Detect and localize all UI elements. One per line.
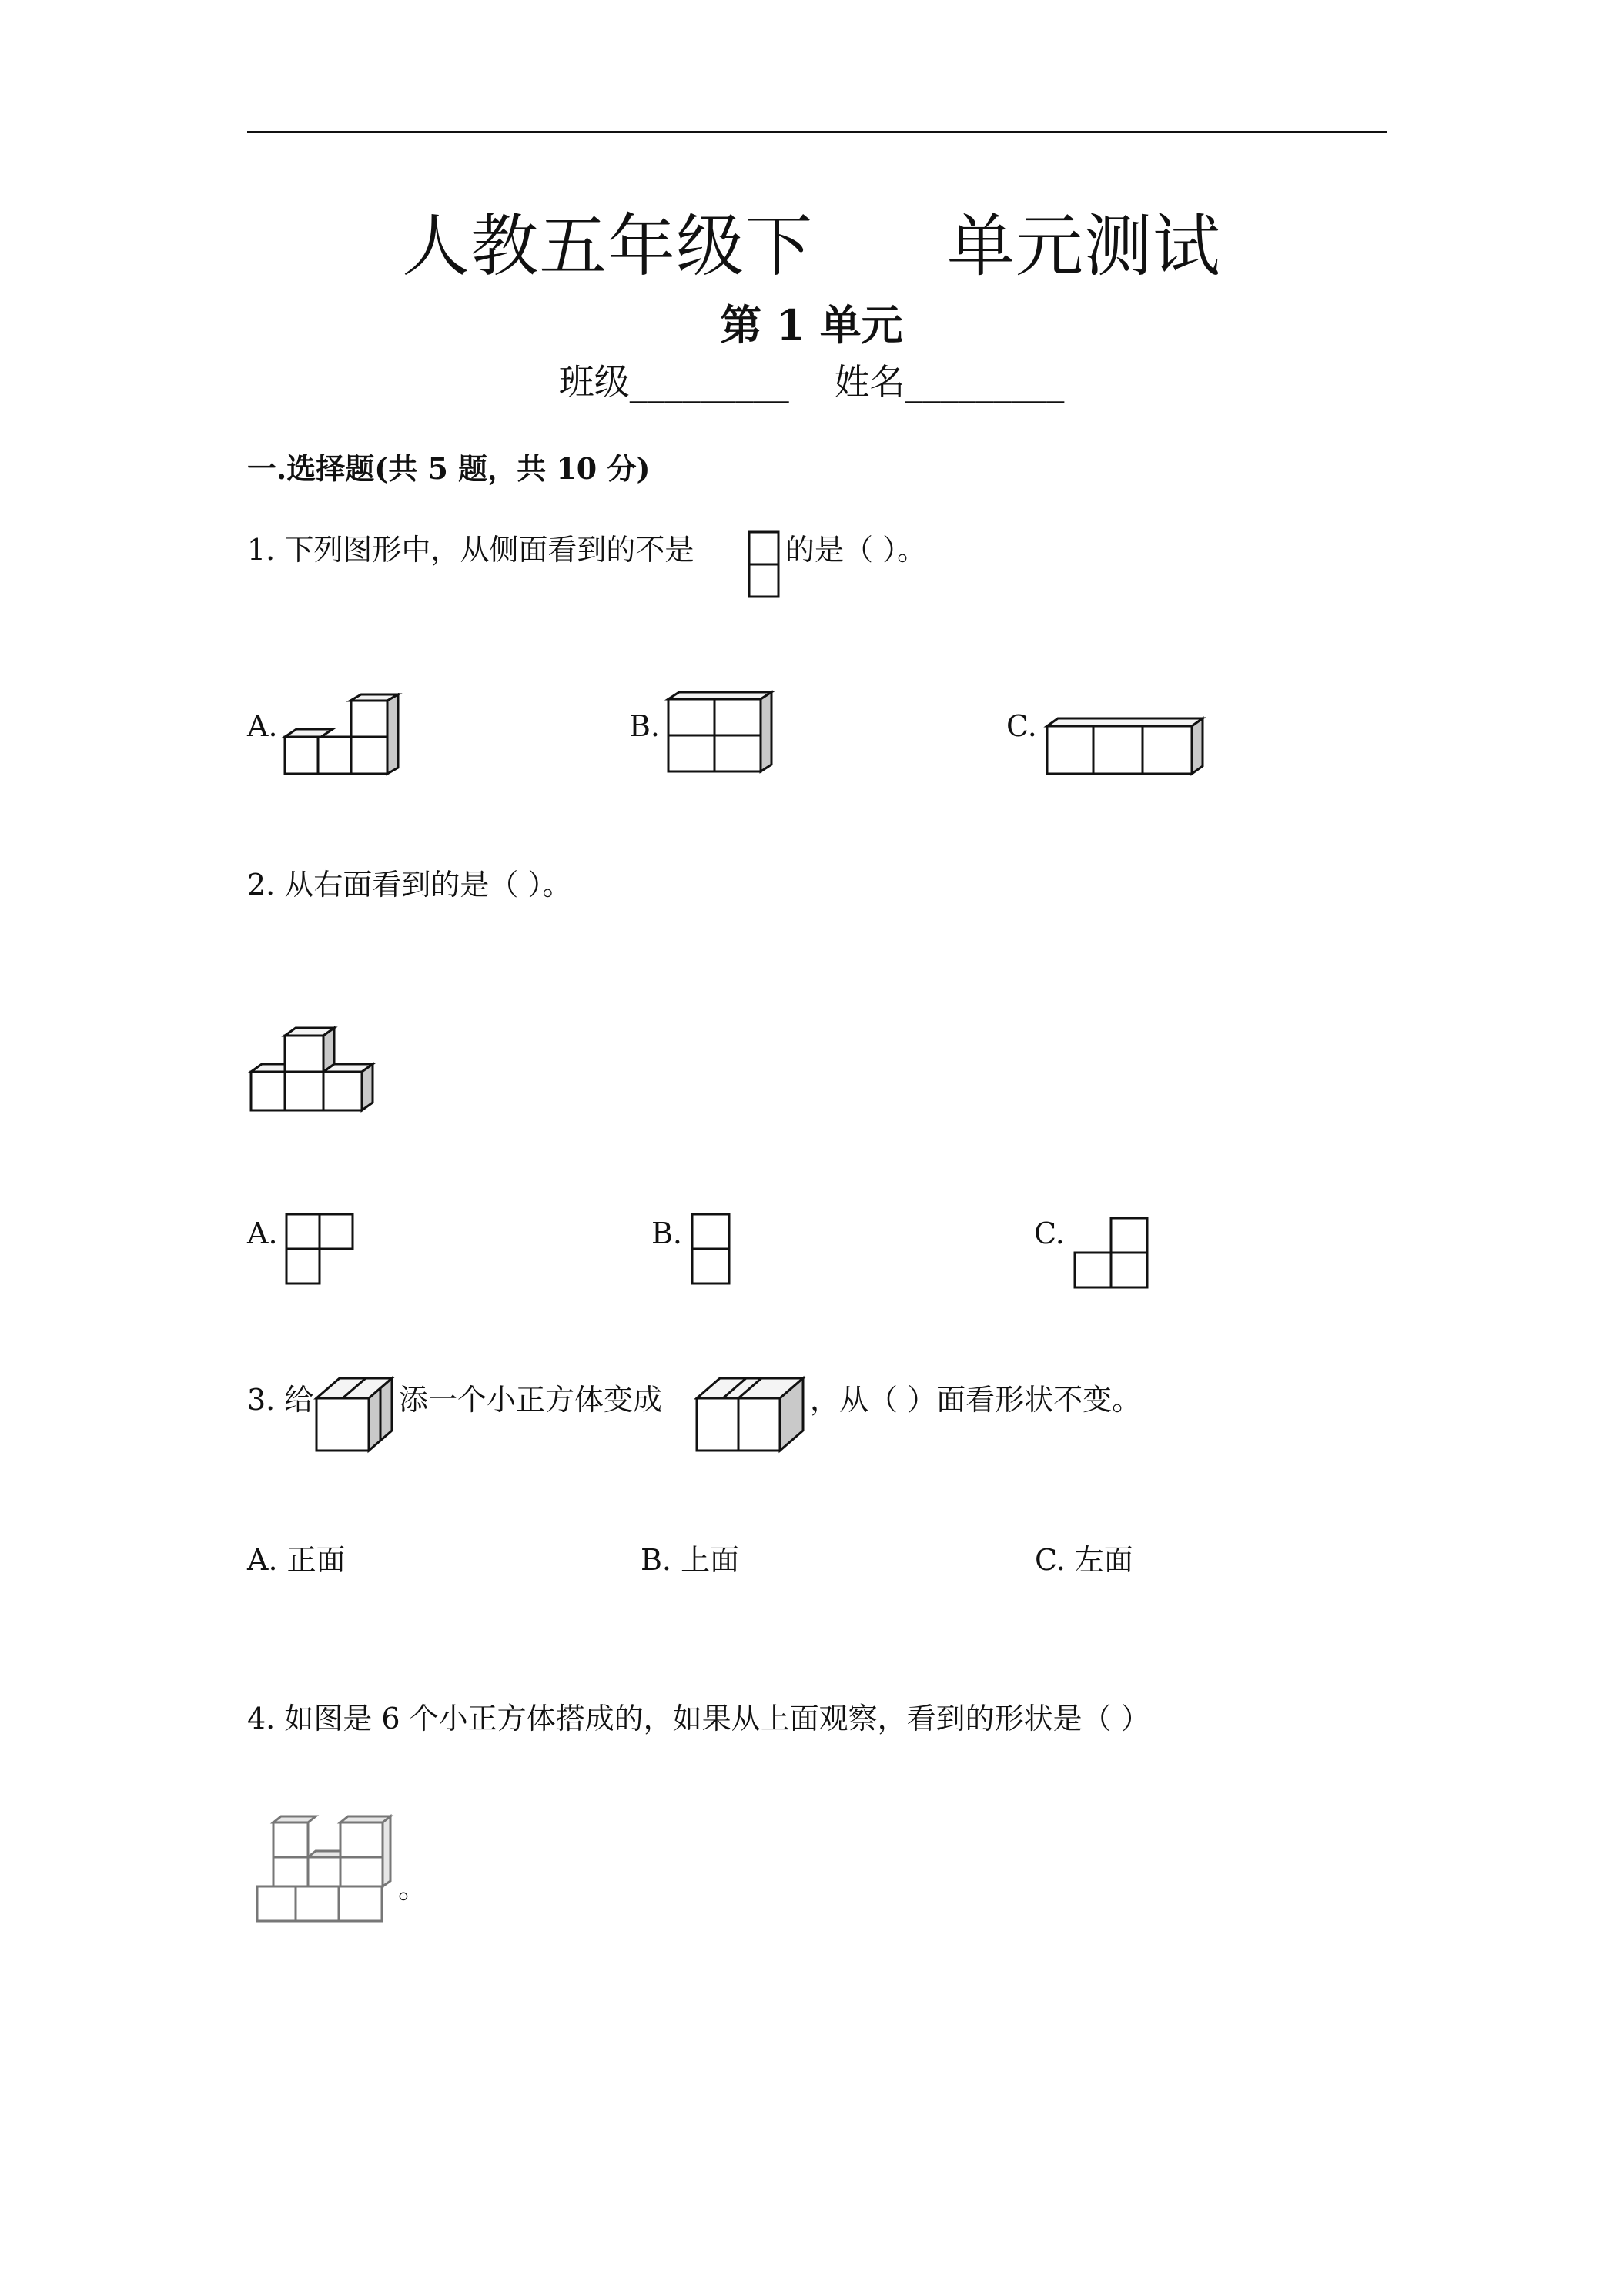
q3-option-a[interactable]: A. 正面 [247, 1543, 346, 1577]
q1-stem-before: 1. 下列图形中，从侧面看到的不是 [247, 533, 694, 567]
section-heading: 一.选择题(共 5 题，共 10 分) [247, 451, 651, 486]
q4-tail: 。 [398, 1871, 428, 1905]
q4-figure [254, 1813, 397, 1927]
q1-option-c-label[interactable]: C. [1006, 709, 1037, 743]
q2-option-a-figure [283, 1211, 359, 1288]
q3-stem-a: 3. 给 [247, 1383, 314, 1417]
q2-option-b-figure [689, 1211, 735, 1288]
q1-option-b-figure [664, 690, 779, 776]
q1-option-a-figure [281, 693, 404, 779]
top-rule [247, 131, 1387, 133]
q3-figure-after [692, 1372, 808, 1457]
q1-inline-figure [747, 530, 782, 604]
q3-option-b[interactable]: B. 上面 [641, 1543, 740, 1577]
q3-figure-before [312, 1372, 397, 1457]
student-info [0, 354, 1623, 405]
q2-stem: 2. 从右面看到的是（ ）。 [247, 868, 572, 902]
q1-option-b-label[interactable]: B. [629, 709, 661, 743]
unit-subtitle: 第 1 单元 [720, 300, 903, 350]
q3-stem-b: 添一个小正方体变成 [399, 1383, 663, 1417]
class-field[interactable]: 班级_________ [558, 361, 789, 403]
q2-option-c-label[interactable]: C. [1034, 1217, 1065, 1250]
q1-option-c-figure [1039, 715, 1209, 779]
q1-option-a-label[interactable]: A. [247, 709, 278, 743]
q3-stem-c: ，从（ ）面看形状不变。 [810, 1383, 1142, 1417]
q1-stem-after: 的是（ ）。 [785, 533, 927, 567]
q2-option-b-label[interactable]: B. [651, 1217, 683, 1250]
page-title: 人教五年级下 单元测试 [402, 206, 1221, 286]
q4-stem: 4. 如图是 6 个小正方体搭成的，如果从上面观察，看到的形状是（ ） [247, 1702, 1150, 1735]
q2-figure [248, 1020, 387, 1120]
q3-option-c[interactable]: C. 左面 [1035, 1543, 1133, 1577]
q2-option-c-figure [1072, 1215, 1152, 1292]
q2-option-a-label[interactable]: A. [247, 1217, 278, 1250]
name-field[interactable]: 姓名_________ [834, 361, 1065, 403]
